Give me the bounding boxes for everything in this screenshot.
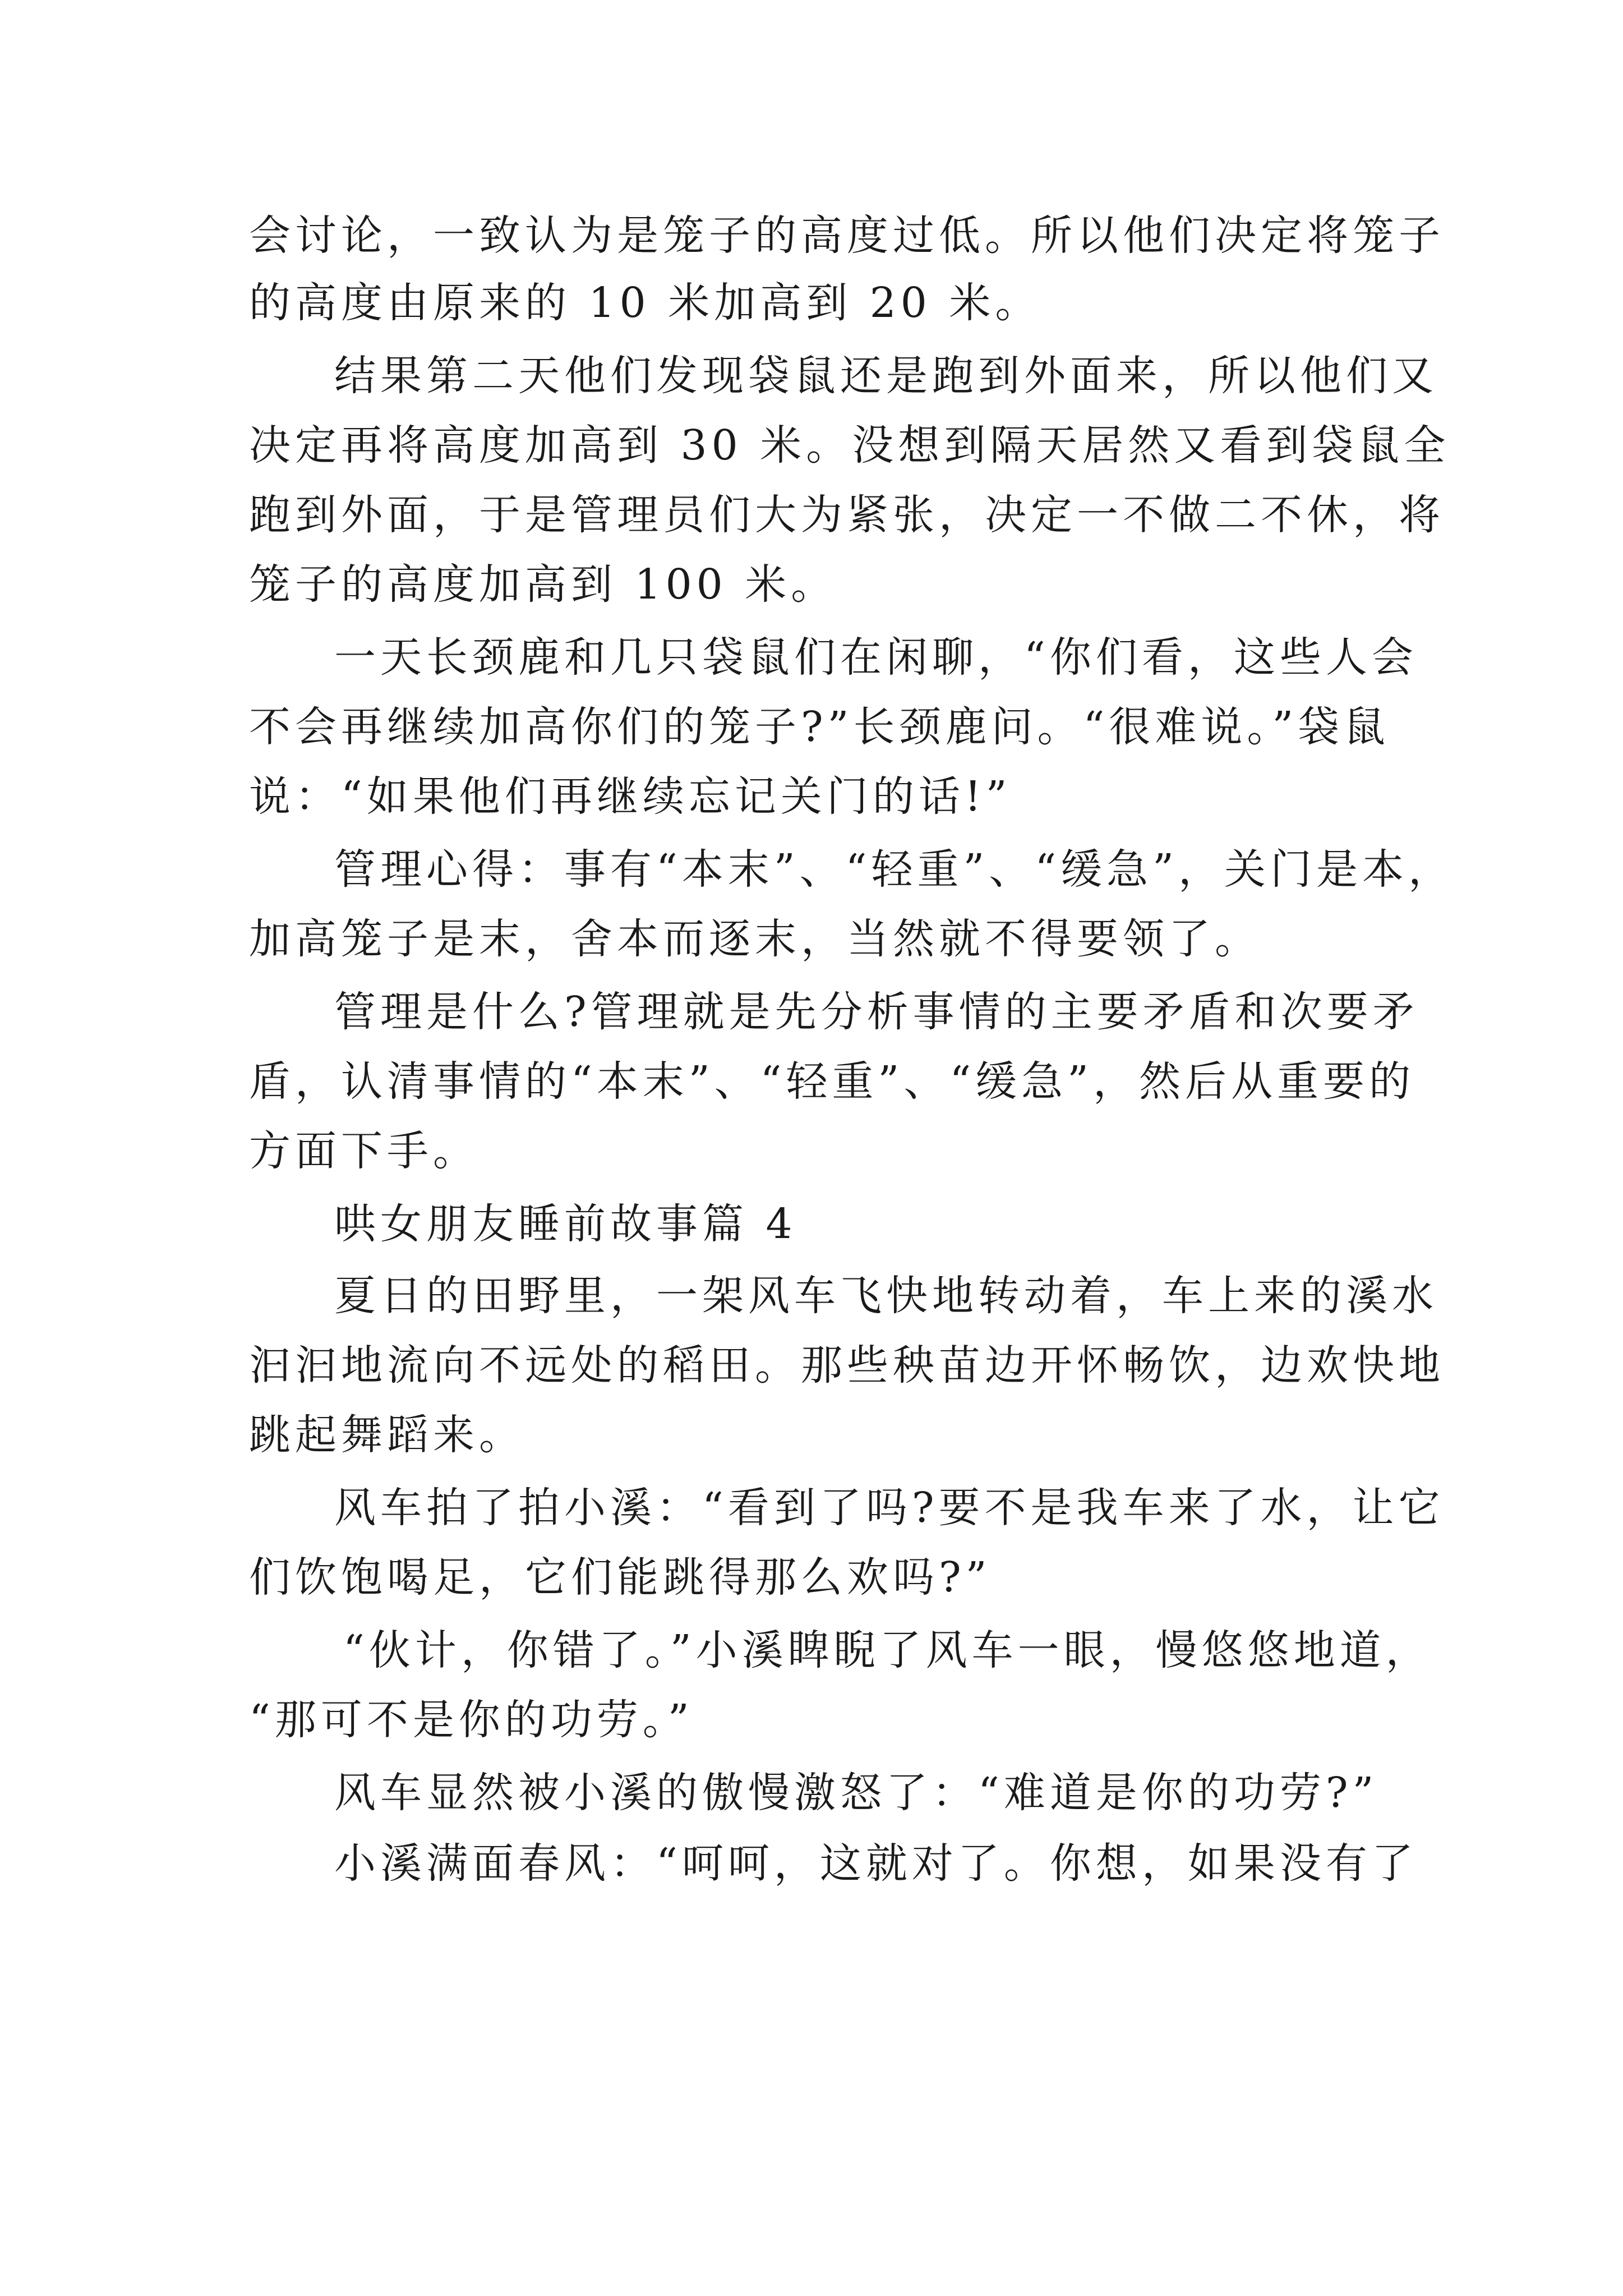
text-line: 的高度由原来的 10 米加高到 20 米。 [249, 279, 1041, 327]
text-line: 会讨论，一致认为是笼子的高度过低。所以他们决定将笼子 [249, 211, 1445, 260]
paragraph-start: 风车拍了拍小溪：“看到了吗?要不是我车来了水，让它 [334, 1484, 1445, 1532]
paragraph-start: “伙计，你错了。”小溪睥睨了风车一眼，慢悠悠地道， [343, 1626, 1432, 1674]
text-line: 方面下手。 [249, 1127, 479, 1175]
paragraph-start: 一天长颈鹿和几只袋鼠们在闲聊，“你们看，这些人会 [334, 633, 1418, 682]
text-line: 盾，认清事情的“本末”、“轻重”、“缓急”，然后从重要的 [249, 1057, 1415, 1106]
text-line: 跑到外面，于是管理员们大为紧张，决定一不做二不休，将 [249, 491, 1445, 539]
text-line: 决定再将高度加高到 30 米。没想到隔天居然又看到袋鼠全 [249, 421, 1450, 470]
text-line: 汩汩地流向不远处的稻田。那些秧苗边开怀畅饮，边欢快地 [249, 1341, 1445, 1389]
text-line: 笼子的高度加高到 100 米。 [249, 560, 837, 609]
text-line: “那可不是你的功劳。” [249, 1696, 694, 1744]
text-line: 加高笼子是末，舍本而逐末，当然就不得要领了。 [249, 915, 1261, 963]
paragraph-start: 小溪满面春风：“呵呵，这就对了。你想，如果没有了 [334, 1839, 1418, 1888]
text-line: 们饮饱喝足，它们能跳得那么欢吗?” [249, 1553, 992, 1602]
text-line: 跳起舞蹈来。 [249, 1411, 525, 1459]
paragraph-start: 管理是什么?管理就是先分析事情的主要矛盾和次要矛 [334, 988, 1419, 1036]
paragraph-start: 结果第二天他们发现袋鼠还是跑到外面来，所以他们又 [334, 352, 1438, 400]
text-line: 说：“如果他们再继续忘记关门的话!” [249, 772, 1012, 821]
paragraph-start: 夏日的田野里，一架风车飞快地转动着，车上来的溪水 [334, 1272, 1438, 1320]
section-heading: 哄女朋友睡前故事篇 4 [334, 1200, 797, 1248]
paragraph-start: 管理心得：事有“本末”、“轻重”、“缓急”，关门是本， [334, 845, 1454, 894]
text-line: 不会再继续加高你们的笼子?”长颈鹿问。“很难说。”袋鼠 [249, 703, 1390, 751]
paragraph-start: 风车显然被小溪的傲慢激怒了：“难道是你的功劳?” [334, 1769, 1378, 1817]
